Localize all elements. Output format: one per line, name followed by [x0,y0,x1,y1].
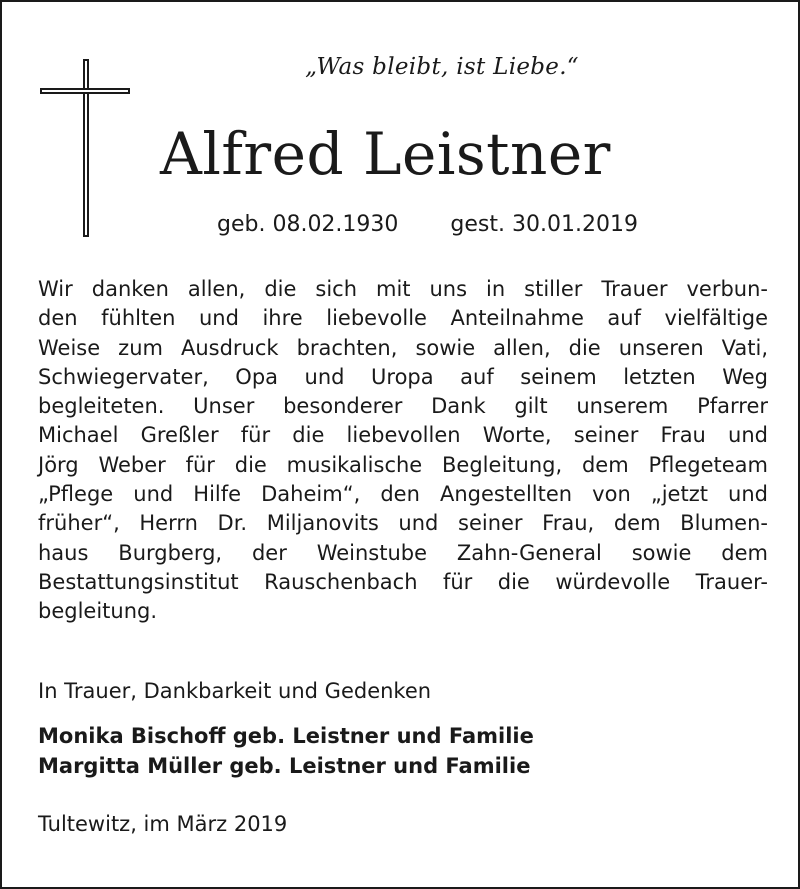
text-line: Schwiegervater, Opa und Uropa auf seinem letzten Weg [38,364,768,389]
death-date: gest. 30.01.2019 [450,212,638,237]
mourner-family: Margitta Müller geb. Leistner und Familie [38,754,531,778]
text-line: haus Burgberg, der Weinstube Zahn-General sowie dem [38,540,768,565]
birth-date: geb. 08.02.1930 [217,212,399,237]
text-line: früher“, Herrn Dr. Miljanovits und seiner Frau, dem Blumen- [38,511,768,536]
text-line: den fühlten und ihre liebevolle Anteilnahme auf vielfältige [38,306,768,331]
motto-quote: „Was bleibt, ist Liebe.“ [305,54,579,80]
life-dates [217,212,638,237]
text-line: „Pflege und Hilfe Daheim“, den Angestellten von „jetzt und [38,482,768,507]
text-line: Jörg Weber für die musikalische Begleitung, dem Pflegeteam [38,452,768,477]
text-line: begleiteten. Unser besonderer Dank gilt unserem Pfarrer [38,394,768,419]
mourner-family: Monika Bischoff geb. Leistner und Familie [38,724,534,748]
mourners-list [38,721,534,781]
text-line: Weise zum Ausdruck brachten, sowie allen, die unseren Vati, [38,335,768,360]
closing-line: In Trauer, Dankbarkeit und Gedenken [38,679,432,703]
text-line: Bestattungsinstitut Rauschenbach für die würdevolle Trauer- [38,569,768,594]
place-and-date: Tultewitz, im März 2019 [38,812,288,836]
deceased-name: Alfred Leistner [160,120,611,188]
text-line: Michael Greßler für die liebevollen Worte, seiner Frau und [38,423,768,448]
text-line: begleitung. [38,599,158,624]
thank-you-text [38,275,768,627]
cross-icon [40,59,130,237]
text-line: Wir danken allen, die sich mit uns in stiller Trauer verbun- [38,277,768,301]
